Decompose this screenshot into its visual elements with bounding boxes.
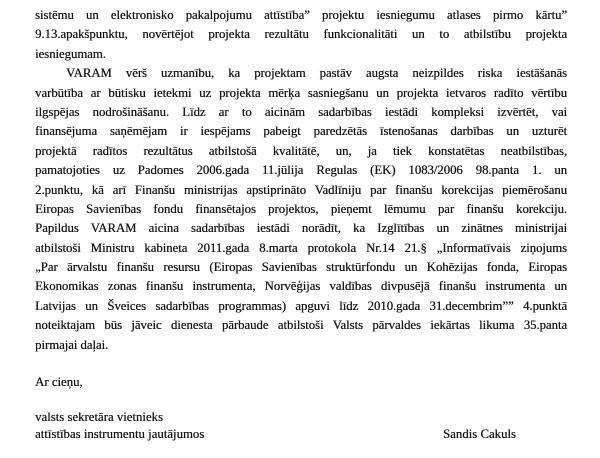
text-line: Ekonomikas zonas finanšu instrumenta, Norvēģijas valdības divpusējā finanšu instrumenta un — [35, 279, 567, 294]
text-line: VARAM vērš uzmanību, ka projektam pastāv augsta neizpildes riska iestāšanās — [66, 66, 567, 81]
text-line: „Par ārvalstu finanšu resursu (Eiropas Savienības struktūrfondu un Kohēzijas fonda, Eiropas — [35, 260, 567, 275]
signatory-name: Sandis Cakuls — [443, 427, 516, 441]
text-line: projektā radītos rezultātus atbilstošā kvalitātē, un, ja tiek konstatētas neatbilstības, — [35, 143, 567, 158]
text-line: varbūtība ar būtisku ietekmi uz projekta mērķa sasniegšanu un projekta ietvaros radīto vērtību — [35, 85, 567, 100]
text-line: pirmajai daļai. — [35, 337, 109, 352]
text-line: noteiktajam būs jāveic dienesta pārbaude atbilstoši Valsts pārvaldes iekārtas likuma 35.panta — [35, 318, 567, 333]
signature-role-line-1: valsts sekretāra vietnieks — [35, 410, 163, 424]
text-line: iesniegumam. — [35, 46, 106, 61]
closing-salutation: Ar cieņu, — [35, 375, 83, 389]
body-text — [35, 6, 567, 355]
signature-role-line-2: attīstības instrumentu jautājumos — [35, 427, 205, 441]
text-line: finansējuma saņēmējam ir iespējams pabeigt paredzētās īstenošanas darbības un uzturēt — [35, 124, 567, 139]
text-line: sistēmu un elektronisko pakalpojumu attīstība” projektu iesniegumu atlases pirmo kārtu” — [35, 8, 567, 22]
text-line: pamatojoties uz Padomes 2006.gada 11.jūlija Regulas (EK) 1083/2006 98.panta 1. un — [35, 163, 567, 178]
text-line: atbilstoši Ministru kabineta 2011.gada 8.marta protokola Nr.14 21.§ „Informatīvais ziņojums — [35, 240, 567, 255]
text-line: 2.punktu, kā arī Finanšu ministrijas apstiprināto Vadlīniju par finanšu korekcijas piemērošanu — [35, 182, 567, 197]
text-line: Papildus VARAM aicina sadarbības iestādi norādīt, ka Izglītības un zinātnes ministrijai — [35, 221, 567, 236]
text-line: 9.13.apakšpunktu, novērtējot projekta rezultātu funkcionalitāti un to atbilstību projekta — [35, 27, 567, 42]
text-line: ilgspējas nodrošināšanu. Līdz ar to aicinām sadarbības iestādi kompleksi izvērtēt, vai — [35, 104, 567, 119]
signature-row — [35, 427, 567, 442]
text-line: Eiropas Savienības fondu finansētajos projektos, pieņemt lēmumu par finanšu korekciju. — [35, 201, 567, 216]
text-line: Latvijas un Šveices sadarbības programmas) apguvi līdz 2010.gada 31.decembrim”” 4.punktā — [35, 298, 567, 313]
